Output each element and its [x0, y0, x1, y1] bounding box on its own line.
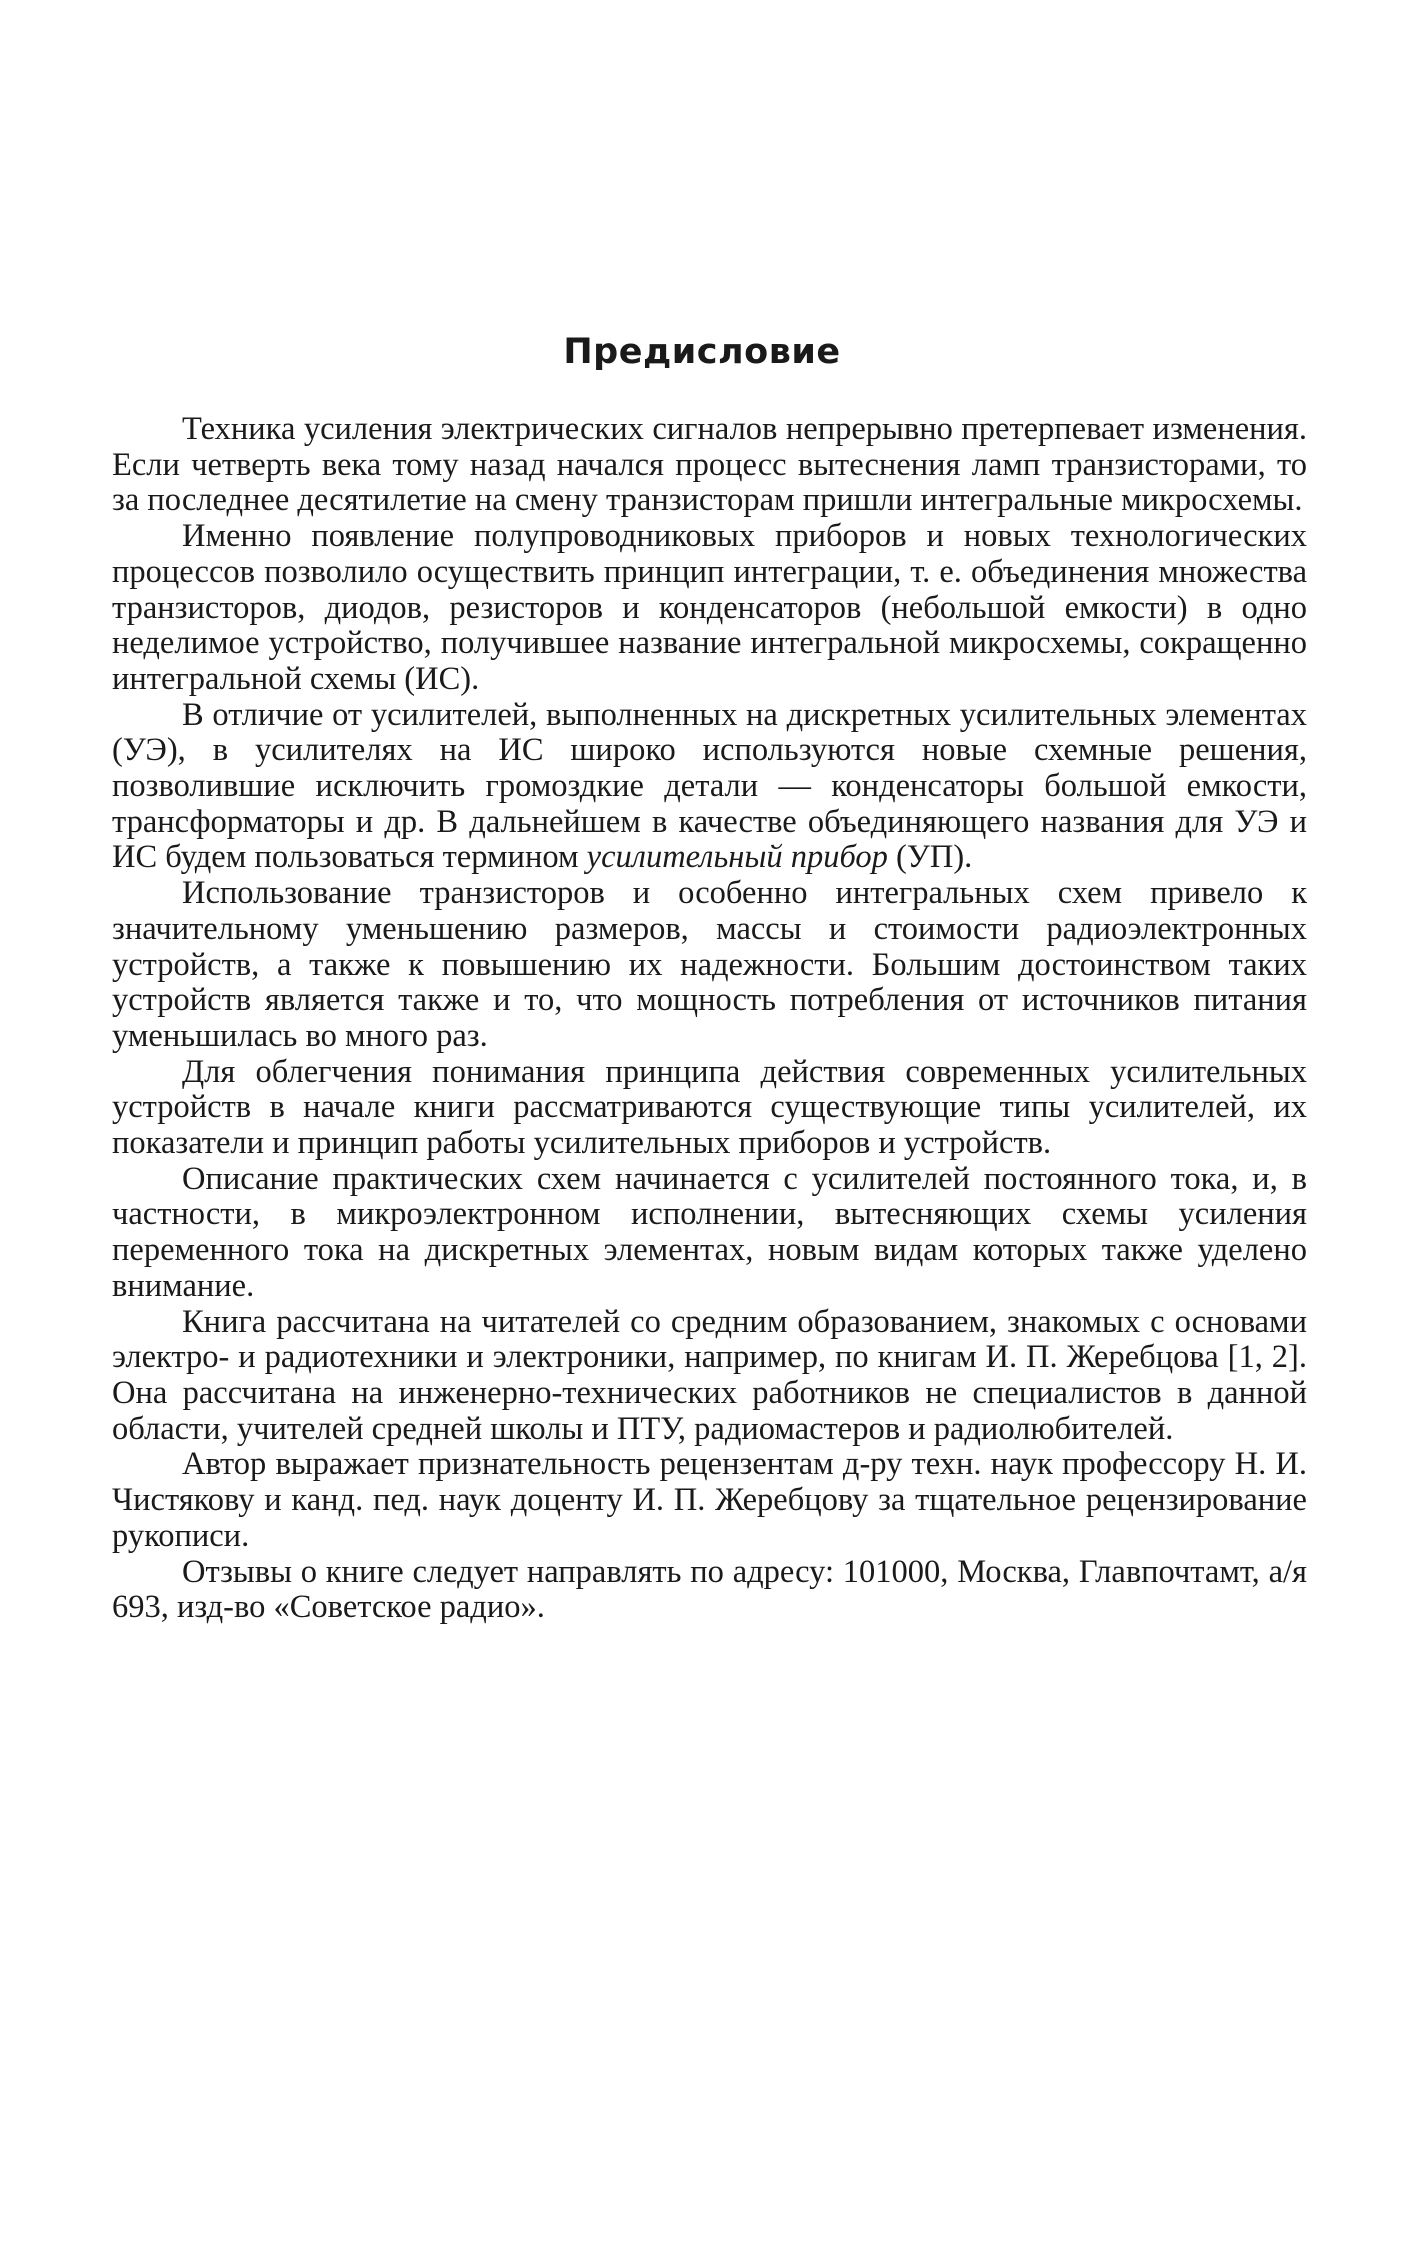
paragraph: Именно появление полупроводниковых приборов и новых технологических процессов позволило осуществить принцип интеграции, т. е. объединения множества транзисторов, диодов, резисторов и конденсаторов (небольшой емкости) в одно неделимое устройство, получившее название интегральной микросхемы, сокращенно интегральной схемы (ИС).	[112, 518, 1307, 697]
paragraph: Для облегчения понимания принципа действия современных усилительных устройств в начале книги рассматриваются существующие типы усилителей, их показатели и принцип работы усилительных приборов и устройств.	[112, 1053, 1307, 1162]
paragraph-text: В отличие от усилителей, выполненных на дискретных усилительных элементах (УЭ), в усилителях на ИС широко используются новые схемные решения, позволившие исключить громоздкие детали — конденсаторы большой емкости, трансформаторы и др. В дальнейшем в качестве объединяющего названия для УЭ и ИС будем пользоваться термином	[112, 696, 1307, 876]
paragraph: Использование транзисторов и особенно интегральных схем привело к значительному уменьшению размеров, массы и стоимости радиоэлектронных устройств, а также к повышению их надежности. Большим достоинством таких устройств является также и то, что мощность потребления от источников питания уменьшилась во много раз.	[112, 875, 1307, 1054]
paragraph	[112, 698, 1307, 877]
body-text	[112, 412, 1307, 1626]
emphasized-term: усилительный прибор	[586, 839, 888, 876]
paragraph: Книга рассчитана на читателей со средним образованием, знакомых с основами электро- и радиотехники и электроники, например, по книгам И. П. Жеребцова [1, 2]. Она рассчитана на инженерно-технических работников не специалистов в данной области, учителей средней школы и ПТУ, радиомастеров и радиолюбителей.	[112, 1303, 1307, 1447]
paragraph: Автор выражает признательность рецензентам д-ру техн. наук профессору Н. И. Чистякову и канд. пед. наук доценту И. П. Жеребцову за тщательное рецензирование рукописи.	[112, 1446, 1307, 1554]
paragraph-text: (УП).	[887, 839, 973, 876]
paragraph: Отзывы о книге следует направлять по адресу: 101000, Москва, Главпочтамт, а/я 693, изд-во «Советское радио».	[112, 1553, 1307, 1626]
paragraph: Описание практических схем начинается с усилителей постоянного тока, и, в частности, в микроэлектронном исполнении, вытесняющих схемы усиления переменного тока на дискретных элементах, новым видам которых также уделено внимание.	[112, 1160, 1307, 1304]
paragraph: Техника усиления электрических сигналов непрерывно претерпевает изменения. Если четверть века тому назад начался процесс вытеснения ламп транзисторами, то за последнее десятилетие на смену транзисторам пришли интегральные микросхемы.	[112, 411, 1307, 519]
page-title: Предисловие	[563, 332, 841, 372]
